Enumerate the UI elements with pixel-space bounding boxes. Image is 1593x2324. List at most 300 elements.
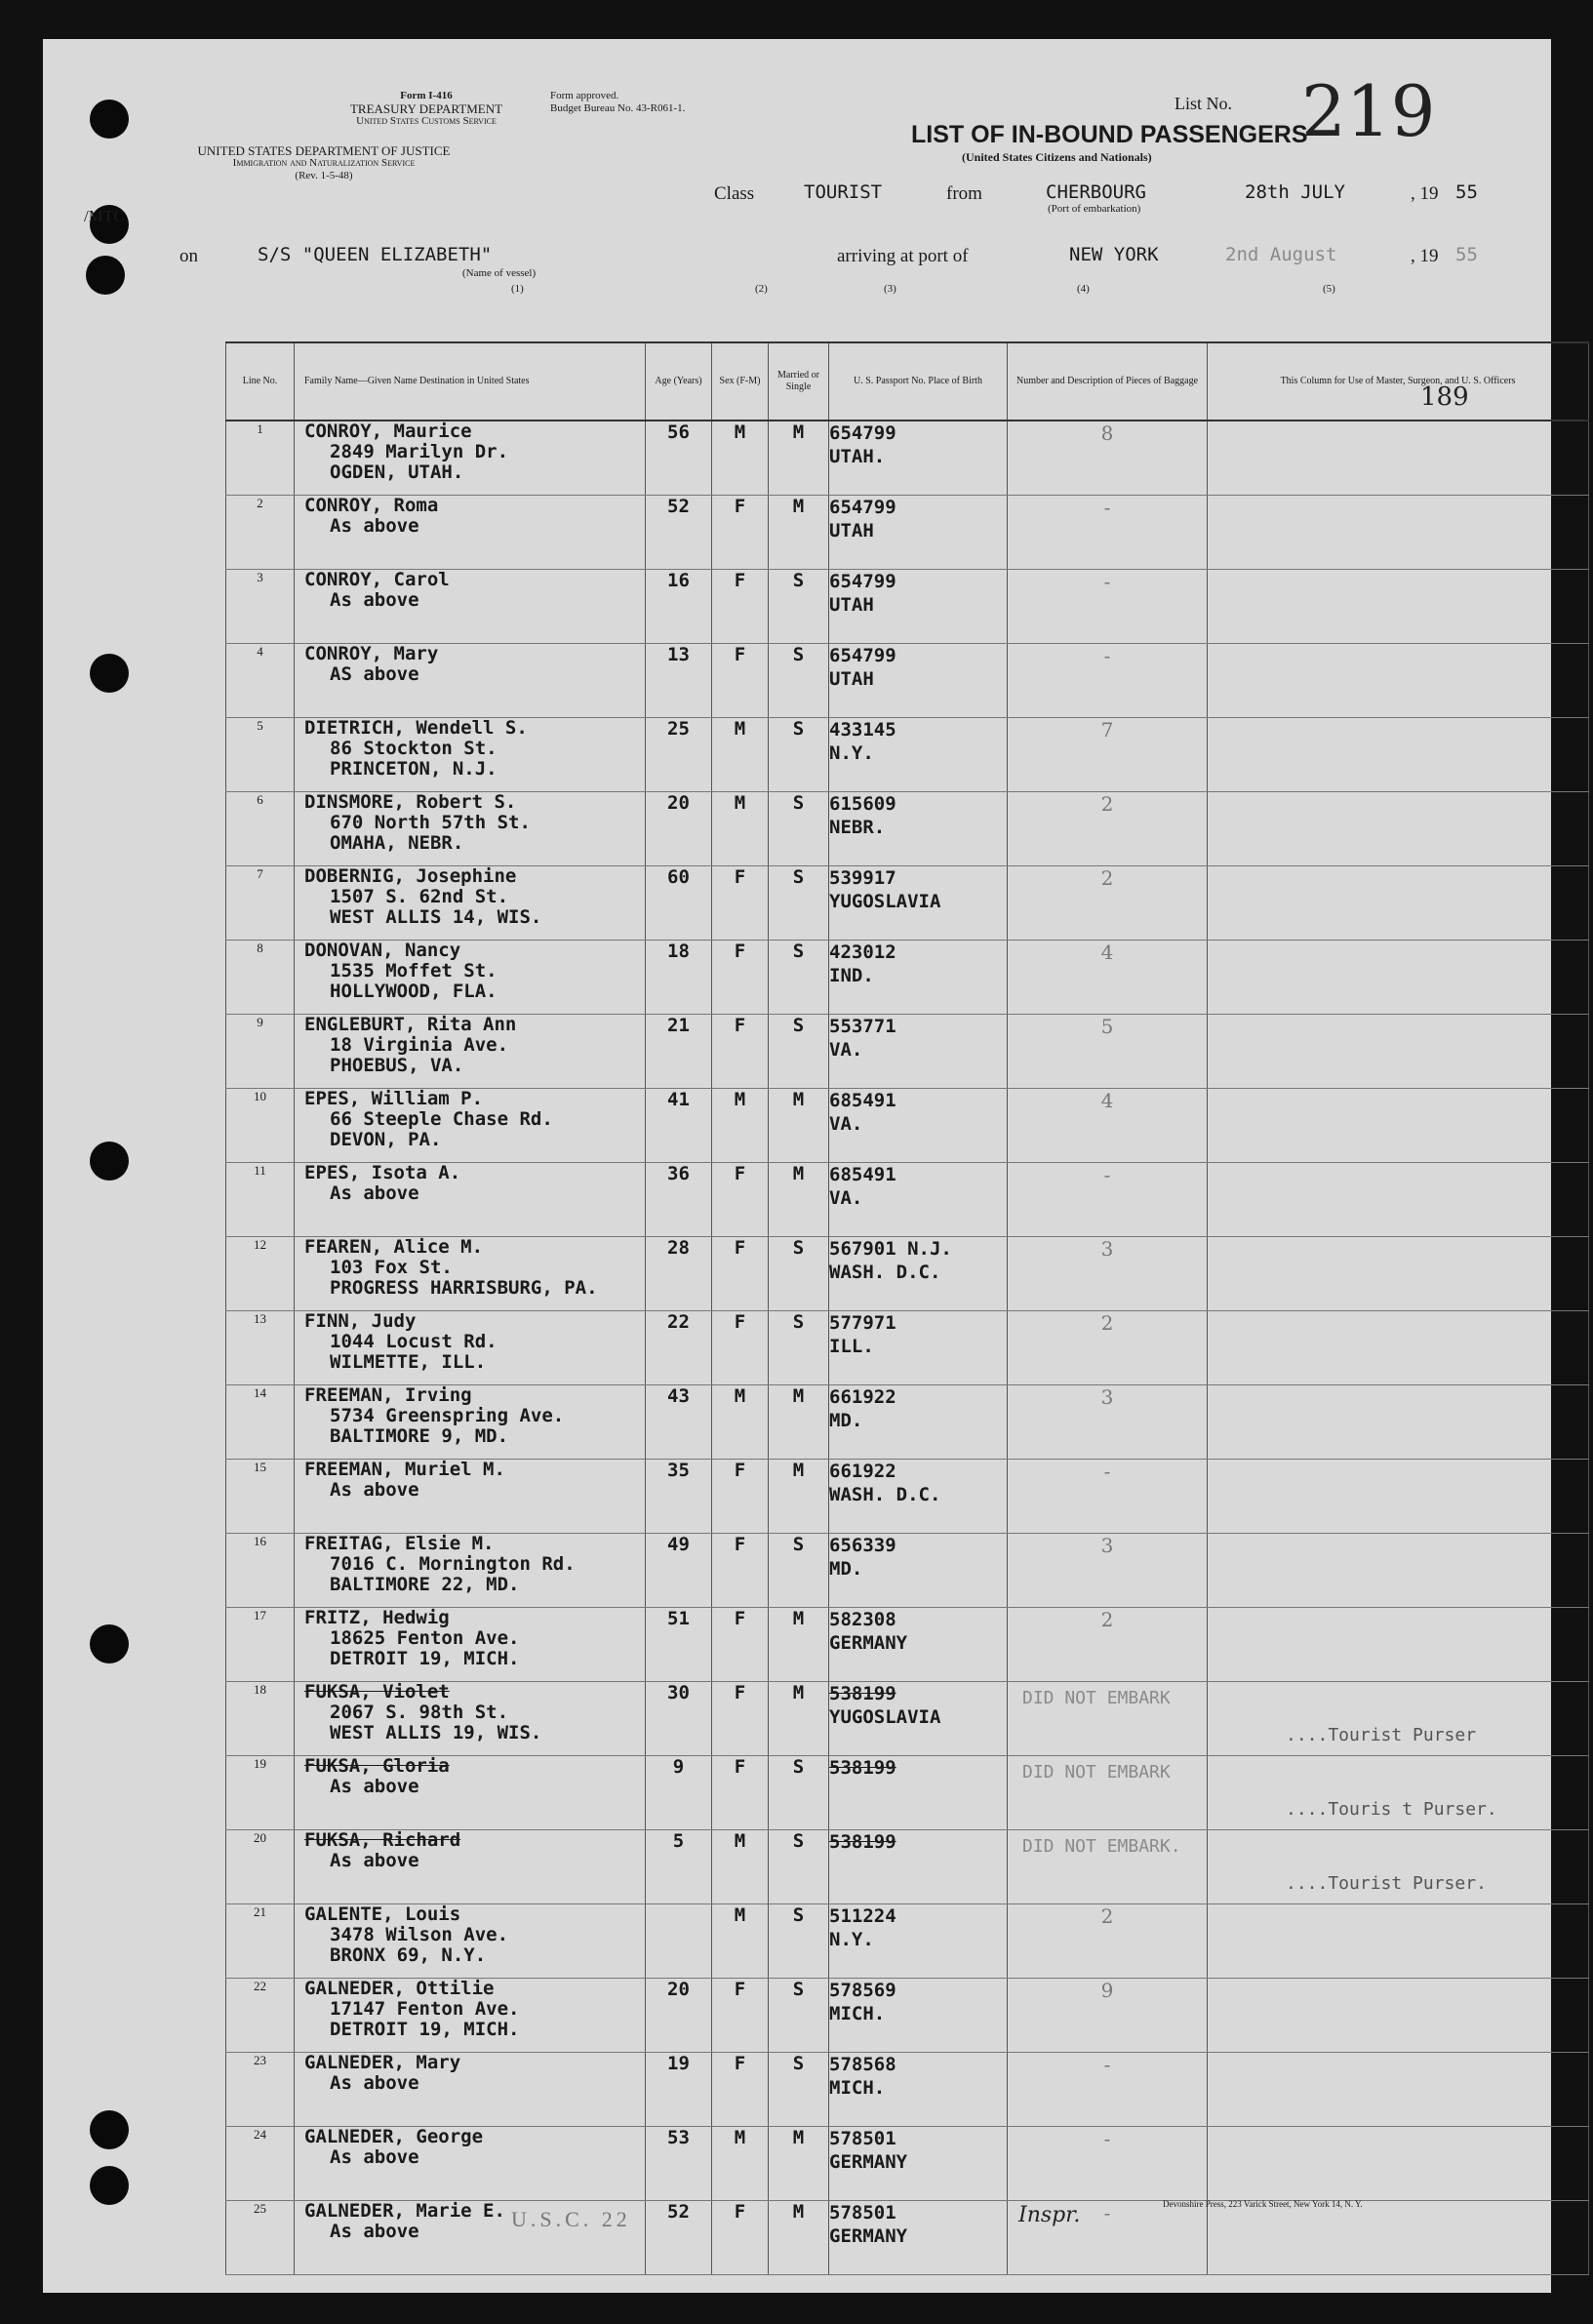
did-not-embark-stamp: DID NOT EMBARK <box>1022 1762 1171 1783</box>
punch-hole <box>90 654 129 693</box>
officer-remarks <box>1208 644 1589 718</box>
passenger-age: 41 <box>646 1089 712 1163</box>
birth-place: MICH. <box>829 2077 886 2099</box>
passenger-address: As above <box>330 2221 419 2242</box>
punch-hole <box>90 2110 129 2149</box>
table-row <box>226 421 1589 496</box>
treasury-label: TREASURY DEPARTMENT <box>349 101 503 116</box>
passenger-address: As above <box>330 1479 419 1501</box>
col-header-sex: Sex (F-M) <box>712 342 769 421</box>
justice-label: UNITED STATES DEPARTMENT OF JUSTICE <box>197 143 451 158</box>
passenger-address: 17147 Fenton Ave. <box>330 1998 520 2020</box>
passenger-address: 2849 Marilyn Dr. <box>330 441 509 462</box>
form-approval <box>550 90 794 115</box>
passenger-sex: F <box>712 1311 769 1385</box>
passport-number: 578568 <box>829 2054 896 2075</box>
passport-cell <box>829 792 1008 866</box>
passenger-city: DETROIT 19, MICH. <box>330 1648 520 1669</box>
passport-cell <box>829 1534 1008 1608</box>
passenger-sex: M <box>712 421 769 496</box>
on-label: on <box>179 246 198 266</box>
table-row <box>226 1015 1589 1089</box>
officer-remarks <box>1208 941 1589 1015</box>
line-number: 11 <box>226 1163 295 1237</box>
passenger-sex: M <box>712 1830 769 1904</box>
passenger-cell <box>295 792 646 866</box>
table-row <box>226 792 1589 866</box>
passenger-address: As above <box>330 1182 419 1204</box>
passenger-sex: F <box>712 1756 769 1830</box>
passenger-marital: S <box>769 866 829 941</box>
birth-place: GERMANY <box>829 2225 908 2247</box>
passenger-sex: F <box>712 1015 769 1089</box>
baggage-count: - <box>1008 1163 1208 1237</box>
passport-number: 423012 <box>829 942 896 963</box>
did-not-embark-stamp: DID NOT EMBARK <box>1022 1688 1171 1708</box>
col-header-name: Family Name—Given Name Destination in United States <box>295 342 646 421</box>
column-number-4: (4) <box>1077 283 1090 295</box>
table-row <box>226 1904 1589 1979</box>
passenger-city: OGDEN, UTAH. <box>330 461 464 483</box>
table-row <box>226 2053 1589 2127</box>
table-row <box>226 2201 1589 2275</box>
passport-cell <box>829 570 1008 644</box>
passenger-age: 13 <box>646 644 712 718</box>
officer-remarks <box>1208 1608 1589 1682</box>
passenger-marital: S <box>769 1904 829 1979</box>
table-row <box>226 644 1589 718</box>
officer-remarks <box>1208 1163 1589 1237</box>
line-number: 3 <box>226 570 295 644</box>
passport-number: 539917 <box>829 867 896 889</box>
passenger-city: OMAHA, NEBR. <box>330 832 464 854</box>
punch-hole <box>90 2166 129 2205</box>
line-number: 21 <box>226 1904 295 1979</box>
from-value: CHERBOURG <box>1046 181 1146 203</box>
table-row <box>226 1385 1589 1460</box>
list-no-label: List No. <box>1175 94 1233 113</box>
officer-remarks <box>1208 1460 1589 1534</box>
passport-number: 654799 <box>829 497 896 518</box>
line-number: 25 <box>226 2201 295 2275</box>
passenger-city: BALTIMORE 22, MD. <box>330 1574 520 1595</box>
passport-cell <box>829 1385 1008 1460</box>
passport-cell <box>829 1979 1008 2053</box>
passport-number: 685491 <box>829 1164 896 1185</box>
col-header-line: Line No. <box>226 342 295 421</box>
birth-place: UTAH <box>829 668 874 690</box>
birth-place: UTAH. <box>829 446 886 467</box>
passport-number: 654799 <box>829 645 896 666</box>
passenger-name: EPES, Isota A. <box>304 1162 461 1183</box>
line-number: 24 <box>226 2127 295 2201</box>
passenger-cell <box>295 941 646 1015</box>
passport-number: 538199 <box>829 1831 896 1853</box>
passenger-cell <box>295 1460 646 1534</box>
departure-date: 28th JULY <box>1245 181 1345 203</box>
birth-place: VA. <box>829 1113 863 1135</box>
baggage-count: 2 <box>1008 866 1208 941</box>
passport-number: 582308 <box>829 1609 896 1630</box>
officer-remarks <box>1208 1534 1589 1608</box>
table-row <box>226 718 1589 792</box>
passenger-cell <box>295 718 646 792</box>
birth-place: YUGOSLAVIA <box>829 1706 941 1728</box>
baggage-count: - <box>1008 2127 1208 2201</box>
purser-signature-line: ....Tourist Purser <box>1286 1725 1477 1745</box>
officer-remarks <box>1022 1756 1589 1830</box>
passenger-sex: F <box>712 496 769 570</box>
passenger-name: ENGLEBURT, Rita Ann <box>304 1014 517 1035</box>
line-number: 2 <box>226 496 295 570</box>
passenger-name: GALNEDER, Marie E. <box>304 2200 505 2222</box>
passenger-marital: S <box>769 718 829 792</box>
passenger-city: PRINCETON, N.J. <box>330 758 498 780</box>
passenger-marital: S <box>769 570 829 644</box>
passenger-sex: F <box>712 1460 769 1534</box>
line-number: 19 <box>226 1756 295 1830</box>
table-row <box>226 570 1589 644</box>
passenger-sex: F <box>712 570 769 644</box>
passenger-marital: M <box>769 421 829 496</box>
baggage-count: - <box>1008 496 1208 570</box>
column-number-3: (3) <box>884 283 896 295</box>
line-number: 9 <box>226 1015 295 1089</box>
birth-place: MICH. <box>829 2003 886 2024</box>
passenger-cell <box>295 1756 646 1830</box>
passenger-city: PHOEBUS, VA. <box>330 1055 464 1076</box>
year-value-1: 55 <box>1455 181 1478 203</box>
passenger-age: 16 <box>646 570 712 644</box>
passenger-city: WEST ALLIS 14, WIS. <box>330 906 542 928</box>
baggage-count: 4 <box>1008 1089 1208 1163</box>
arrival-date: 2nd August <box>1225 244 1337 265</box>
line-number: 18 <box>226 1682 295 1756</box>
passenger-sex: F <box>712 1237 769 1311</box>
passenger-name: EPES, William P. <box>304 1088 484 1109</box>
passport-cell <box>829 2127 1008 2201</box>
passenger-cell <box>295 1163 646 1237</box>
year-label-2: , 19 <box>1411 246 1439 266</box>
year-label-1: , 19 <box>1411 183 1439 204</box>
passenger-address: As above <box>330 2072 419 2094</box>
passport-number: 656339 <box>829 1535 896 1556</box>
passenger-age: 20 <box>646 1979 712 2053</box>
line-number: 22 <box>226 1979 295 2053</box>
footer-printer: Devonshire Press, 223 Varick Street, New York 14, N. Y. <box>1163 2199 1363 2209</box>
passenger-cell <box>295 1534 646 1608</box>
from-label: from <box>946 183 982 204</box>
passenger-cell <box>295 1682 646 1756</box>
passport-number: 654799 <box>829 422 896 444</box>
baggage-count: - <box>1008 570 1208 644</box>
passenger-name: FREEMAN, Muriel M. <box>304 1459 505 1480</box>
passenger-sex: F <box>712 1163 769 1237</box>
passport-cell <box>829 1756 1008 1830</box>
table-row <box>226 2127 1589 2201</box>
passport-cell <box>829 496 1008 570</box>
officer-remarks <box>1022 1830 1589 1904</box>
passenger-cell <box>295 644 646 718</box>
baggage-count: 8 <box>1008 421 1208 496</box>
table-row <box>226 1682 1589 1756</box>
passenger-city: WEST ALLIS 19, WIS. <box>330 1722 542 1743</box>
table-row <box>226 1163 1589 1237</box>
purser-signature-line: ....Touris t Purser. <box>1286 1799 1497 1820</box>
passenger-table <box>225 341 1589 2275</box>
officer-remarks <box>1022 1682 1589 1756</box>
officer-remarks <box>1208 570 1589 644</box>
passenger-address: AS above <box>330 663 419 685</box>
birth-place: WASH. D.C. <box>829 1262 941 1283</box>
passenger-marital: S <box>769 1830 829 1904</box>
passenger-city: DETROIT 19, MICH. <box>330 2019 520 2040</box>
birth-place: GERMANY <box>829 1632 908 1654</box>
baggage-count: - <box>1008 644 1208 718</box>
passenger-cell <box>295 1311 646 1385</box>
passenger-city: BALTIMORE 9, MD. <box>330 1425 509 1447</box>
passenger-marital: M <box>769 2201 829 2275</box>
passenger-address: 7016 C. Mornington Rd. <box>330 1553 576 1575</box>
passenger-marital: S <box>769 941 829 1015</box>
passenger-cell <box>295 2053 646 2127</box>
passenger-cell <box>295 1979 646 2053</box>
baggage-count: - <box>1008 1460 1208 1534</box>
passenger-cell <box>295 570 646 644</box>
col-header-officers: This Column for Use of Master, Surgeon, and U. S. Officers <box>1208 342 1589 421</box>
passenger-name: FINN, Judy <box>304 1310 417 1332</box>
passenger-address: As above <box>330 1850 419 1871</box>
passenger-city: HOLLYWOOD, FLA. <box>330 981 498 1002</box>
table-row <box>226 1089 1589 1163</box>
passenger-address: 103 Fox St. <box>330 1257 453 1278</box>
line-number: 12 <box>226 1237 295 1311</box>
officer-remarks <box>1208 2201 1589 2275</box>
officer-number: 189 <box>1420 382 1469 412</box>
passenger-address: As above <box>330 1776 419 1797</box>
passenger-marital: S <box>769 644 829 718</box>
passenger-name: FUKSA, Richard <box>304 1829 461 1851</box>
line-number: 13 <box>226 1311 295 1385</box>
passenger-age: 19 <box>646 2053 712 2127</box>
passenger-city: PROGRESS HARRISBURG, PA. <box>330 1277 598 1299</box>
passenger-sex: F <box>712 2201 769 2275</box>
passenger-marital: S <box>769 1534 829 1608</box>
passenger-age: 56 <box>646 421 712 496</box>
passenger-age: 51 <box>646 1608 712 1682</box>
passenger-marital: S <box>769 792 829 866</box>
passport-number: 661922 <box>829 1386 896 1408</box>
justice-block <box>178 144 470 182</box>
passenger-sex: M <box>712 1385 769 1460</box>
passenger-cell <box>295 866 646 941</box>
officer-remarks <box>1208 792 1589 866</box>
passenger-address: 18625 Fenton Ave. <box>330 1627 520 1649</box>
passport-number: 577971 <box>829 1312 896 1334</box>
line-number: 10 <box>226 1089 295 1163</box>
baggage-count: 9 <box>1008 1979 1208 2053</box>
passenger-age: 22 <box>646 1311 712 1385</box>
mtc-mark: /MTC <box>84 207 125 225</box>
birth-place: IND. <box>829 965 874 986</box>
officer-remarks <box>1208 421 1589 496</box>
line-number: 8 <box>226 941 295 1015</box>
form-header-left <box>314 90 538 128</box>
form-number: Form I-416 <box>400 90 453 101</box>
passport-cell <box>829 1237 1008 1311</box>
birth-place: UTAH <box>829 594 874 616</box>
table-row <box>226 1311 1589 1385</box>
officer-remarks <box>1208 1311 1589 1385</box>
passport-number: 433145 <box>829 719 896 741</box>
passenger-age <box>646 1904 712 1979</box>
passport-cell <box>829 1682 1008 1756</box>
passport-number: 685491 <box>829 1090 896 1111</box>
line-number: 17 <box>226 1608 295 1682</box>
birth-place: VA. <box>829 1039 863 1061</box>
baggage-count: 7 <box>1008 718 1208 792</box>
passport-number: 661922 <box>829 1461 896 1482</box>
passenger-cell <box>295 1237 646 1311</box>
passenger-sex: M <box>712 1904 769 1979</box>
passenger-name: GALNEDER, Mary <box>304 2052 461 2073</box>
passport-number: 538199 <box>829 1683 896 1704</box>
passenger-age: 28 <box>646 1237 712 1311</box>
passenger-city: WILMETTE, ILL. <box>330 1351 487 1373</box>
passenger-age: 52 <box>646 496 712 570</box>
passport-number: 654799 <box>829 571 896 592</box>
passenger-name: FUKSA, Violet <box>304 1681 450 1703</box>
column-number-2: (2) <box>755 283 768 295</box>
arriving-label: arriving at port of <box>837 246 969 266</box>
passport-cell <box>829 941 1008 1015</box>
passenger-marital: M <box>769 1682 829 1756</box>
table-row <box>226 1979 1589 2053</box>
passport-cell <box>829 1163 1008 1237</box>
line-number: 16 <box>226 1534 295 1608</box>
birth-place: UTAH <box>829 520 874 541</box>
passenger-age: 20 <box>646 792 712 866</box>
officer-remarks <box>1208 718 1589 792</box>
passenger-address: 18 Virginia Ave. <box>330 1034 509 1056</box>
officer-remarks <box>1208 1904 1589 1979</box>
punch-hole <box>90 100 129 139</box>
birth-place: N.Y. <box>829 742 874 764</box>
passenger-address: As above <box>330 589 419 611</box>
passport-cell <box>829 644 1008 718</box>
passenger-age: 5 <box>646 1830 712 1904</box>
passenger-cell <box>295 1608 646 1682</box>
customs-label: United States Customs Service <box>356 115 497 127</box>
passenger-name: DONOVAN, Nancy <box>304 940 461 961</box>
passport-cell <box>829 866 1008 941</box>
passenger-sex: F <box>712 1534 769 1608</box>
passenger-age: 30 <box>646 1682 712 1756</box>
passenger-name: FEAREN, Alice M. <box>304 1236 484 1258</box>
passenger-cell <box>295 1015 646 1089</box>
passport-cell <box>829 1311 1008 1385</box>
col-header-age: Age (Years) <box>646 342 712 421</box>
passenger-sex: F <box>712 1608 769 1682</box>
passport-cell <box>829 718 1008 792</box>
passenger-age: 49 <box>646 1534 712 1608</box>
table-row <box>226 1756 1589 1830</box>
passenger-address: As above <box>330 515 419 537</box>
passenger-sex: F <box>712 941 769 1015</box>
passenger-address: 3478 Wilson Ave. <box>330 1924 509 1945</box>
passenger-marital: M <box>769 1460 829 1534</box>
passenger-address: 670 North 57th St. <box>330 812 531 833</box>
table-row <box>226 941 1589 1015</box>
purser-signature-line: ....Tourist Purser. <box>1286 1873 1487 1894</box>
passenger-age: 43 <box>646 1385 712 1460</box>
form-title: LIST OF IN-BOUND PASSENGERS <box>911 121 1308 148</box>
passenger-marital: M <box>769 1385 829 1460</box>
officer-remarks <box>1208 1237 1589 1311</box>
officer-remarks <box>1208 866 1589 941</box>
passenger-sex: F <box>712 1682 769 1756</box>
line-number: 20 <box>226 1830 295 1904</box>
baggage-count: 3 <box>1008 1534 1208 1608</box>
passenger-name: DIETRICH, Wendell S. <box>304 717 528 739</box>
baggage-count: - <box>1008 2201 1208 2275</box>
line-number: 1 <box>226 421 295 496</box>
passenger-age: 21 <box>646 1015 712 1089</box>
passenger-name: GALNEDER, Ottilie <box>304 1978 495 1999</box>
baggage-count: 5 <box>1008 1015 1208 1089</box>
passenger-name: FUKSA, Gloria <box>304 1755 450 1777</box>
table-row <box>226 1830 1589 1904</box>
passenger-cell <box>295 1904 646 1979</box>
passenger-name: CONROY, Roma <box>304 495 439 516</box>
line-number: 23 <box>226 2053 295 2127</box>
line-number: 6 <box>226 792 295 866</box>
passenger-sex: M <box>712 792 769 866</box>
baggage-count: 4 <box>1008 941 1208 1015</box>
passenger-cell <box>295 496 646 570</box>
col-header-baggage: Number and Description of Pieces of Baggage <box>1008 342 1208 421</box>
passenger-cell <box>295 421 646 496</box>
passenger-age: 18 <box>646 941 712 1015</box>
baggage-count: 2 <box>1008 792 1208 866</box>
passenger-name: GALNEDER, George <box>304 2126 484 2147</box>
arrival-port: NEW YORK <box>1069 244 1159 265</box>
passport-number: 567901 N.J. <box>829 1238 952 1260</box>
col-header-married: Married or Single <box>769 342 829 421</box>
passenger-sex: F <box>712 644 769 718</box>
passport-cell <box>829 1089 1008 1163</box>
passenger-name: FRITZ, Hedwig <box>304 1607 450 1628</box>
vessel-caption: (Name of vessel) <box>462 267 537 279</box>
passenger-name: CONROY, Mary <box>304 643 439 664</box>
passenger-marital: M <box>769 1089 829 1163</box>
passport-cell <box>829 1904 1008 1979</box>
officer-remarks <box>1208 1385 1589 1460</box>
passenger-name: DOBERNIG, Josephine <box>304 865 517 887</box>
passenger-address: 86 Stockton St. <box>330 738 498 759</box>
passenger-name: CONROY, Carol <box>304 569 450 590</box>
class-value: TOURIST <box>804 181 883 203</box>
passenger-marital: S <box>769 1015 829 1089</box>
passport-cell <box>829 1015 1008 1089</box>
officer-remarks <box>1208 1015 1589 1089</box>
table-row <box>226 1237 1589 1311</box>
table-row <box>226 1534 1589 1608</box>
passenger-city: BRONX 69, N.Y. <box>330 1944 487 1966</box>
passenger-cell <box>295 1385 646 1460</box>
passenger-city: DEVON, PA. <box>330 1129 442 1150</box>
passport-cell <box>829 421 1008 496</box>
